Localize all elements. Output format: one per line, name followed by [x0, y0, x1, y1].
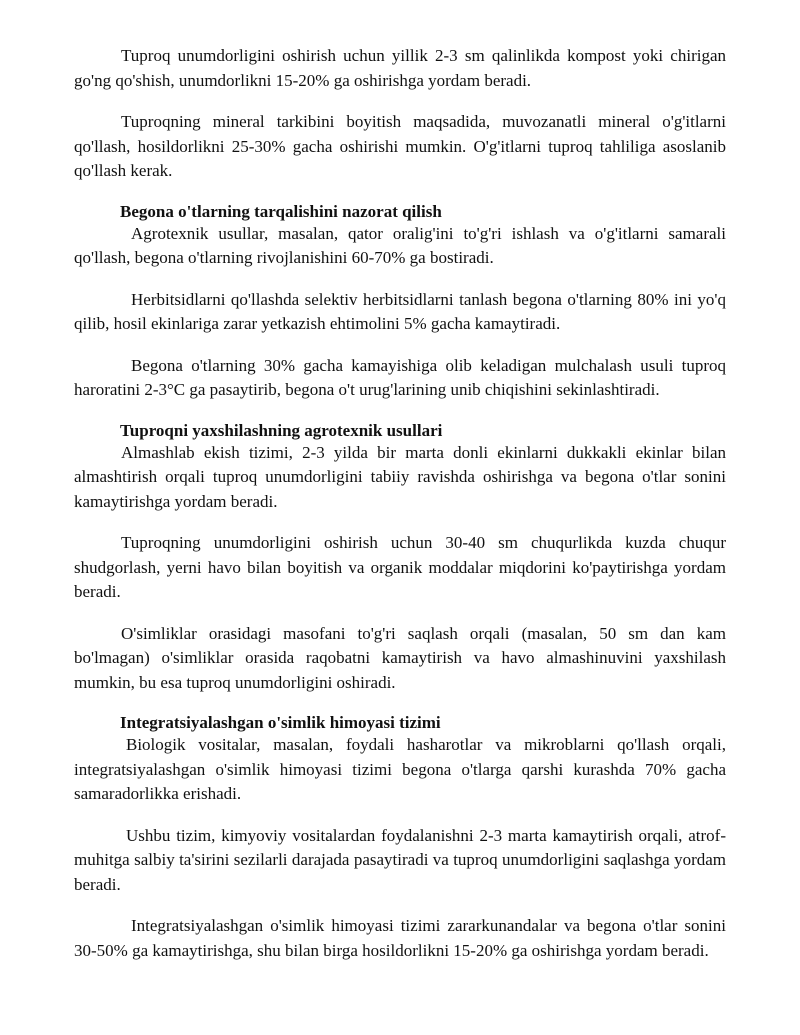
- section-paragraph: Agrotexnik usullar, masalan, qator oralig'ini to'g'ri ishlash va o'g'itlarni samarali qo'llash, begona o'tlarning rivojlanishini 60-70% ga bostiradi.: [74, 223, 726, 267]
- section-paragraph: Herbitsidlarni qo'llashda selektiv herbitsidlarni tanlash begona o'tlarning 80% ini yo'q qilib, hosil ekinlariga zarar yetkazish ehtimolini 5% gacha kamaytiradi.: [74, 289, 726, 333]
- section-weed-control: [74, 201, 726, 403]
- section-heading: Begona o'tlarning tarqalishini nazorat qilish: [120, 201, 442, 221]
- section-paragraph: Begona o'tlarning 30% gacha kamayishiga olib keladigan mulchalash usuli tuproq haroratini 2-3°C ga pasaytirib, begona o't urug'larining unib chiqishini sekinlashtiradi.: [74, 355, 726, 399]
- section-paragraph: Almashlab ekish tizimi, 2-3 yilda bir marta donli ekinlarni dukkakli ekinlar bilan almashtirish orqali tuproq unumdorligini tabiiy ravishda oshirishga va begona o'tlar sonini kamaytirishga yordam beradi.: [74, 442, 726, 511]
- section-paragraph: Biologik vositalar, masalan, foydali hasharotlar va mikroblarni qo'llash orqali, integratsiyalashgan o'simlik himoyasi tizimi begona o'tlarga qarshi kurashda 70% gacha samaradorlikka erishadi.: [74, 735, 726, 803]
- intro-paragraph: Tuproq unumdorligini oshirish uchun yillik 2-3 sm qalinlikda kompost yoki chirigan go'ng qo'shish, unumdorlikni 15-20% ga oshirishga yordam beradi.: [74, 46, 726, 90]
- section-paragraph: O'simliklar orasidagi masofani to'g'ri saqlash orqali (masalan, 50 sm dan kam bo'lmagan) o'simliklar orasida raqobatni kamaytirish va havo almashinuvini yaxshilash mumkin, bu esa tuproq unumdorligini oshiradi.: [74, 623, 726, 692]
- section-heading: Tuproqni yaxshilashning agrotexnik usullari: [120, 420, 443, 440]
- section-paragraph: Integratsiyalashgan o'simlik himoyasi tizimi zararkunandalar va begona o'tlar sonini 30-50% ga kamaytirishga, shu bilan birga hosildorlikni 15-20% ga oshirishga yordam beradi.: [74, 916, 726, 960]
- section-soil-improvement: [74, 420, 726, 696]
- section-paragraph: Tuproqning unumdorligini oshirish uchun 30-40 sm chuqurlikda kuzda chuqur shudgorlash, yerni havo bilan boyitish va organik moddalar miqdorini ko'paytirishga yordam beradi.: [74, 533, 726, 601]
- document-page: [74, 44, 726, 980]
- intro-paragraph: Tuproqning mineral tarkibini boyitish maqsadida, muvozanatli mineral o'g'itlarni qo'llash, hosildorlikni 25-30% gacha oshirishi mumkin. O'g'itlarni tuproq tahliliga asoslanib qo'llash kerak.: [74, 112, 726, 180]
- section-heading: Integratsiyalashgan o'simlik himoyasi tizimi: [120, 713, 441, 732]
- section-paragraph: Ushbu tizim, kimyoviy vositalardan foydalanishni 2-3 marta kamaytirish orqali, atrof-muhitga salbiy ta'sirini sezilarli darajada pasaytiradi va tuproq unumdorligini saqlashga yordam beradi.: [74, 825, 726, 894]
- section-integrated-protection: [74, 712, 726, 963]
